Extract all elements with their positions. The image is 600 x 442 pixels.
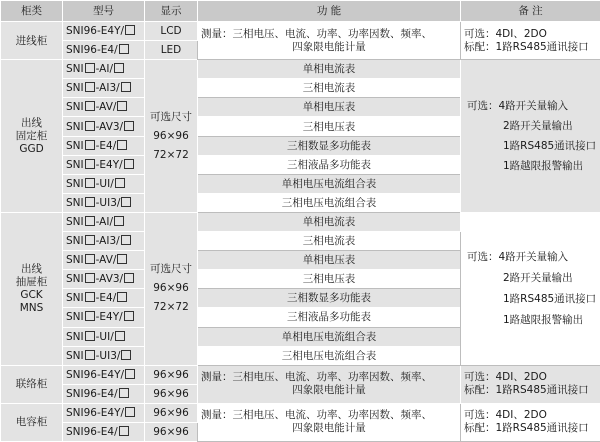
- display-cell: 96×96: [145, 422, 198, 441]
- function-cell: 三相电流表: [198, 232, 461, 251]
- function-cell: 三相液晶多功能表: [198, 308, 461, 327]
- table-row: [1, 403, 600, 422]
- placeholder-box-icon: [125, 369, 135, 379]
- note-cell: 可选：4DI、2DO 标配：1路RS485通讯接口: [461, 403, 600, 441]
- placeholder-box-icon: [124, 159, 134, 169]
- table-row: [1, 22, 600, 41]
- display-cell: LCD: [145, 22, 198, 41]
- note-cell: 可选：4DI、2DO 标配：1路RS485通讯接口: [461, 22, 600, 60]
- placeholder-box-icon: [115, 331, 125, 341]
- placeholder-box-icon: [85, 216, 95, 226]
- model-cell: SNI -UI3/: [63, 193, 145, 212]
- model-cell: SNI -E4/: [63, 136, 145, 155]
- function-cell: 单相电流表: [198, 212, 461, 231]
- note-cell: 可选：4DI、2DO 标配：1路RS485通讯接口: [461, 365, 600, 403]
- placeholder-box-icon: [124, 121, 134, 131]
- header-row: [1, 1, 600, 22]
- placeholder-box-icon: [117, 254, 127, 264]
- placeholder-box-icon: [85, 197, 95, 207]
- cabinet-label: 联络柜: [16, 378, 48, 390]
- cabinet-label: 进线柜: [16, 35, 48, 47]
- placeholder-box-icon: [85, 292, 95, 302]
- placeholder-box-icon: [121, 235, 131, 245]
- model-cell: SNI -AI3/: [63, 232, 145, 251]
- model-cell: SNI96-E4Y/: [63, 403, 145, 422]
- header-cabinet: 柜类: [1, 1, 63, 22]
- placeholder-box-icon: [121, 82, 131, 92]
- model-cell: SNI -AV3/: [63, 117, 145, 136]
- table-row: [1, 60, 600, 79]
- placeholder-box-icon: [115, 178, 125, 188]
- placeholder-box-icon: [85, 121, 95, 131]
- function-cell: 单相电流表: [198, 60, 461, 79]
- placeholder-box-icon: [85, 101, 95, 111]
- function-cell: 单相电压表: [198, 98, 461, 117]
- placeholder-box-icon: [124, 311, 134, 321]
- function-cell: 测量：三相电压、电流、功率、功率因数、频率、 四象限电能计量: [198, 365, 461, 403]
- model-cell: SNI96-E4/: [63, 41, 145, 60]
- function-cell: 三相电压电流组合表: [198, 346, 461, 365]
- model-cell: SNI -AI3/: [63, 79, 145, 98]
- function-cell: 三相电压电流组合表: [198, 193, 461, 212]
- model-cell: SNI96-E4/: [63, 384, 145, 403]
- function-cell: 测量：三相电压、电流、功率、功率因数、频率、 四象限电能计量: [198, 22, 461, 60]
- placeholder-box-icon: [85, 331, 95, 341]
- placeholder-box-icon: [85, 350, 95, 360]
- cabinet-cell: [1, 365, 63, 403]
- display-cell: 96×96: [145, 403, 198, 422]
- model-cell: SNI -UI/: [63, 327, 145, 346]
- placeholder-box-icon: [119, 426, 129, 436]
- model-cell: SNI -E4/: [63, 289, 145, 308]
- function-cell: 三相电压表: [198, 117, 461, 136]
- placeholder-box-icon: [85, 254, 95, 264]
- placeholder-box-icon: [114, 63, 124, 73]
- display-cell: 96×96: [145, 384, 198, 403]
- cabinet-cell: 出线 固定柜 GGD: [1, 60, 63, 213]
- model-cell: SNI -E4Y/: [63, 155, 145, 174]
- placeholder-box-icon: [119, 44, 129, 54]
- model-cell: SNI -E4Y/: [63, 308, 145, 327]
- placeholder-box-icon: [85, 311, 95, 321]
- placeholder-box-icon: [117, 101, 127, 111]
- function-cell: 三相电流表: [198, 79, 461, 98]
- table-row: [1, 365, 600, 384]
- model-cell: SNI -AI/: [63, 212, 145, 231]
- model-cell: SNI -AI/: [63, 60, 145, 79]
- function-cell: 测量：三相电压、电流、功率、功率因数、频率、 四象限电能计量: [198, 403, 461, 441]
- display-cell: 96×96: [145, 365, 198, 384]
- model-cell: SNI96-E4Y/: [63, 22, 145, 41]
- note-cell: 可选：4路开关量输入 2路开关量输出 1路RS485通讯接口 1路越限报警输出: [461, 212, 600, 365]
- model-cell: SNI -UI/: [63, 174, 145, 193]
- table-row: [1, 212, 600, 231]
- function-cell: 三相数显多功能表: [198, 289, 461, 308]
- placeholder-box-icon: [117, 140, 127, 150]
- header-function: 功 能: [198, 1, 461, 22]
- cabinet-cell: 出线 抽屉柜 GCK MNS: [1, 212, 63, 365]
- placeholder-box-icon: [121, 197, 131, 207]
- placeholder-box-icon: [85, 63, 95, 73]
- cabinet-cell: [1, 22, 63, 60]
- header-model: 型号: [63, 1, 145, 22]
- placeholder-box-icon: [85, 235, 95, 245]
- note-cell: 可选：4路开关量输入 2路开关量输出 1路RS485通讯接口 1路越限报警输出: [461, 60, 600, 213]
- placeholder-box-icon: [125, 407, 135, 417]
- placeholder-box-icon: [119, 388, 129, 398]
- display-cell: 可选尺寸 96×96 72×72: [145, 212, 198, 365]
- placeholder-box-icon: [114, 216, 124, 226]
- placeholder-box-icon: [85, 159, 95, 169]
- cabinet-cell: [1, 403, 63, 441]
- function-cell: 三相数显多功能表: [198, 136, 461, 155]
- model-cell: SNI96-E4/: [63, 422, 145, 441]
- placeholder-box-icon: [85, 178, 95, 188]
- placeholder-box-icon: [121, 350, 131, 360]
- placeholder-box-icon: [125, 25, 135, 35]
- function-cell: 单相电压电流组合表: [198, 174, 461, 193]
- function-cell: 单相电压电流组合表: [198, 327, 461, 346]
- header-display: 显示: [145, 1, 198, 22]
- model-cell: SNI -AV/: [63, 98, 145, 117]
- model-cell: SNI -AV3/: [63, 270, 145, 289]
- model-cell: SNI -AV/: [63, 251, 145, 270]
- function-cell: 三相液晶多功能表: [198, 155, 461, 174]
- model-cell: SNI -UI3/: [63, 346, 145, 365]
- placeholder-box-icon: [124, 273, 134, 283]
- function-cell: 单相电压表: [198, 251, 461, 270]
- placeholder-box-icon: [85, 273, 95, 283]
- display-cell: LED: [145, 41, 198, 60]
- function-cell: 三相电压表: [198, 270, 461, 289]
- placeholder-box-icon: [85, 82, 95, 92]
- model-cell: SNI96-E4Y/: [63, 365, 145, 384]
- cabinet-label: 电容柜: [16, 416, 48, 428]
- placeholder-box-icon: [117, 292, 127, 302]
- header-note: 备 注: [461, 1, 600, 22]
- placeholder-box-icon: [85, 140, 95, 150]
- display-cell: 可选尺寸 96×96 72×72: [145, 60, 198, 213]
